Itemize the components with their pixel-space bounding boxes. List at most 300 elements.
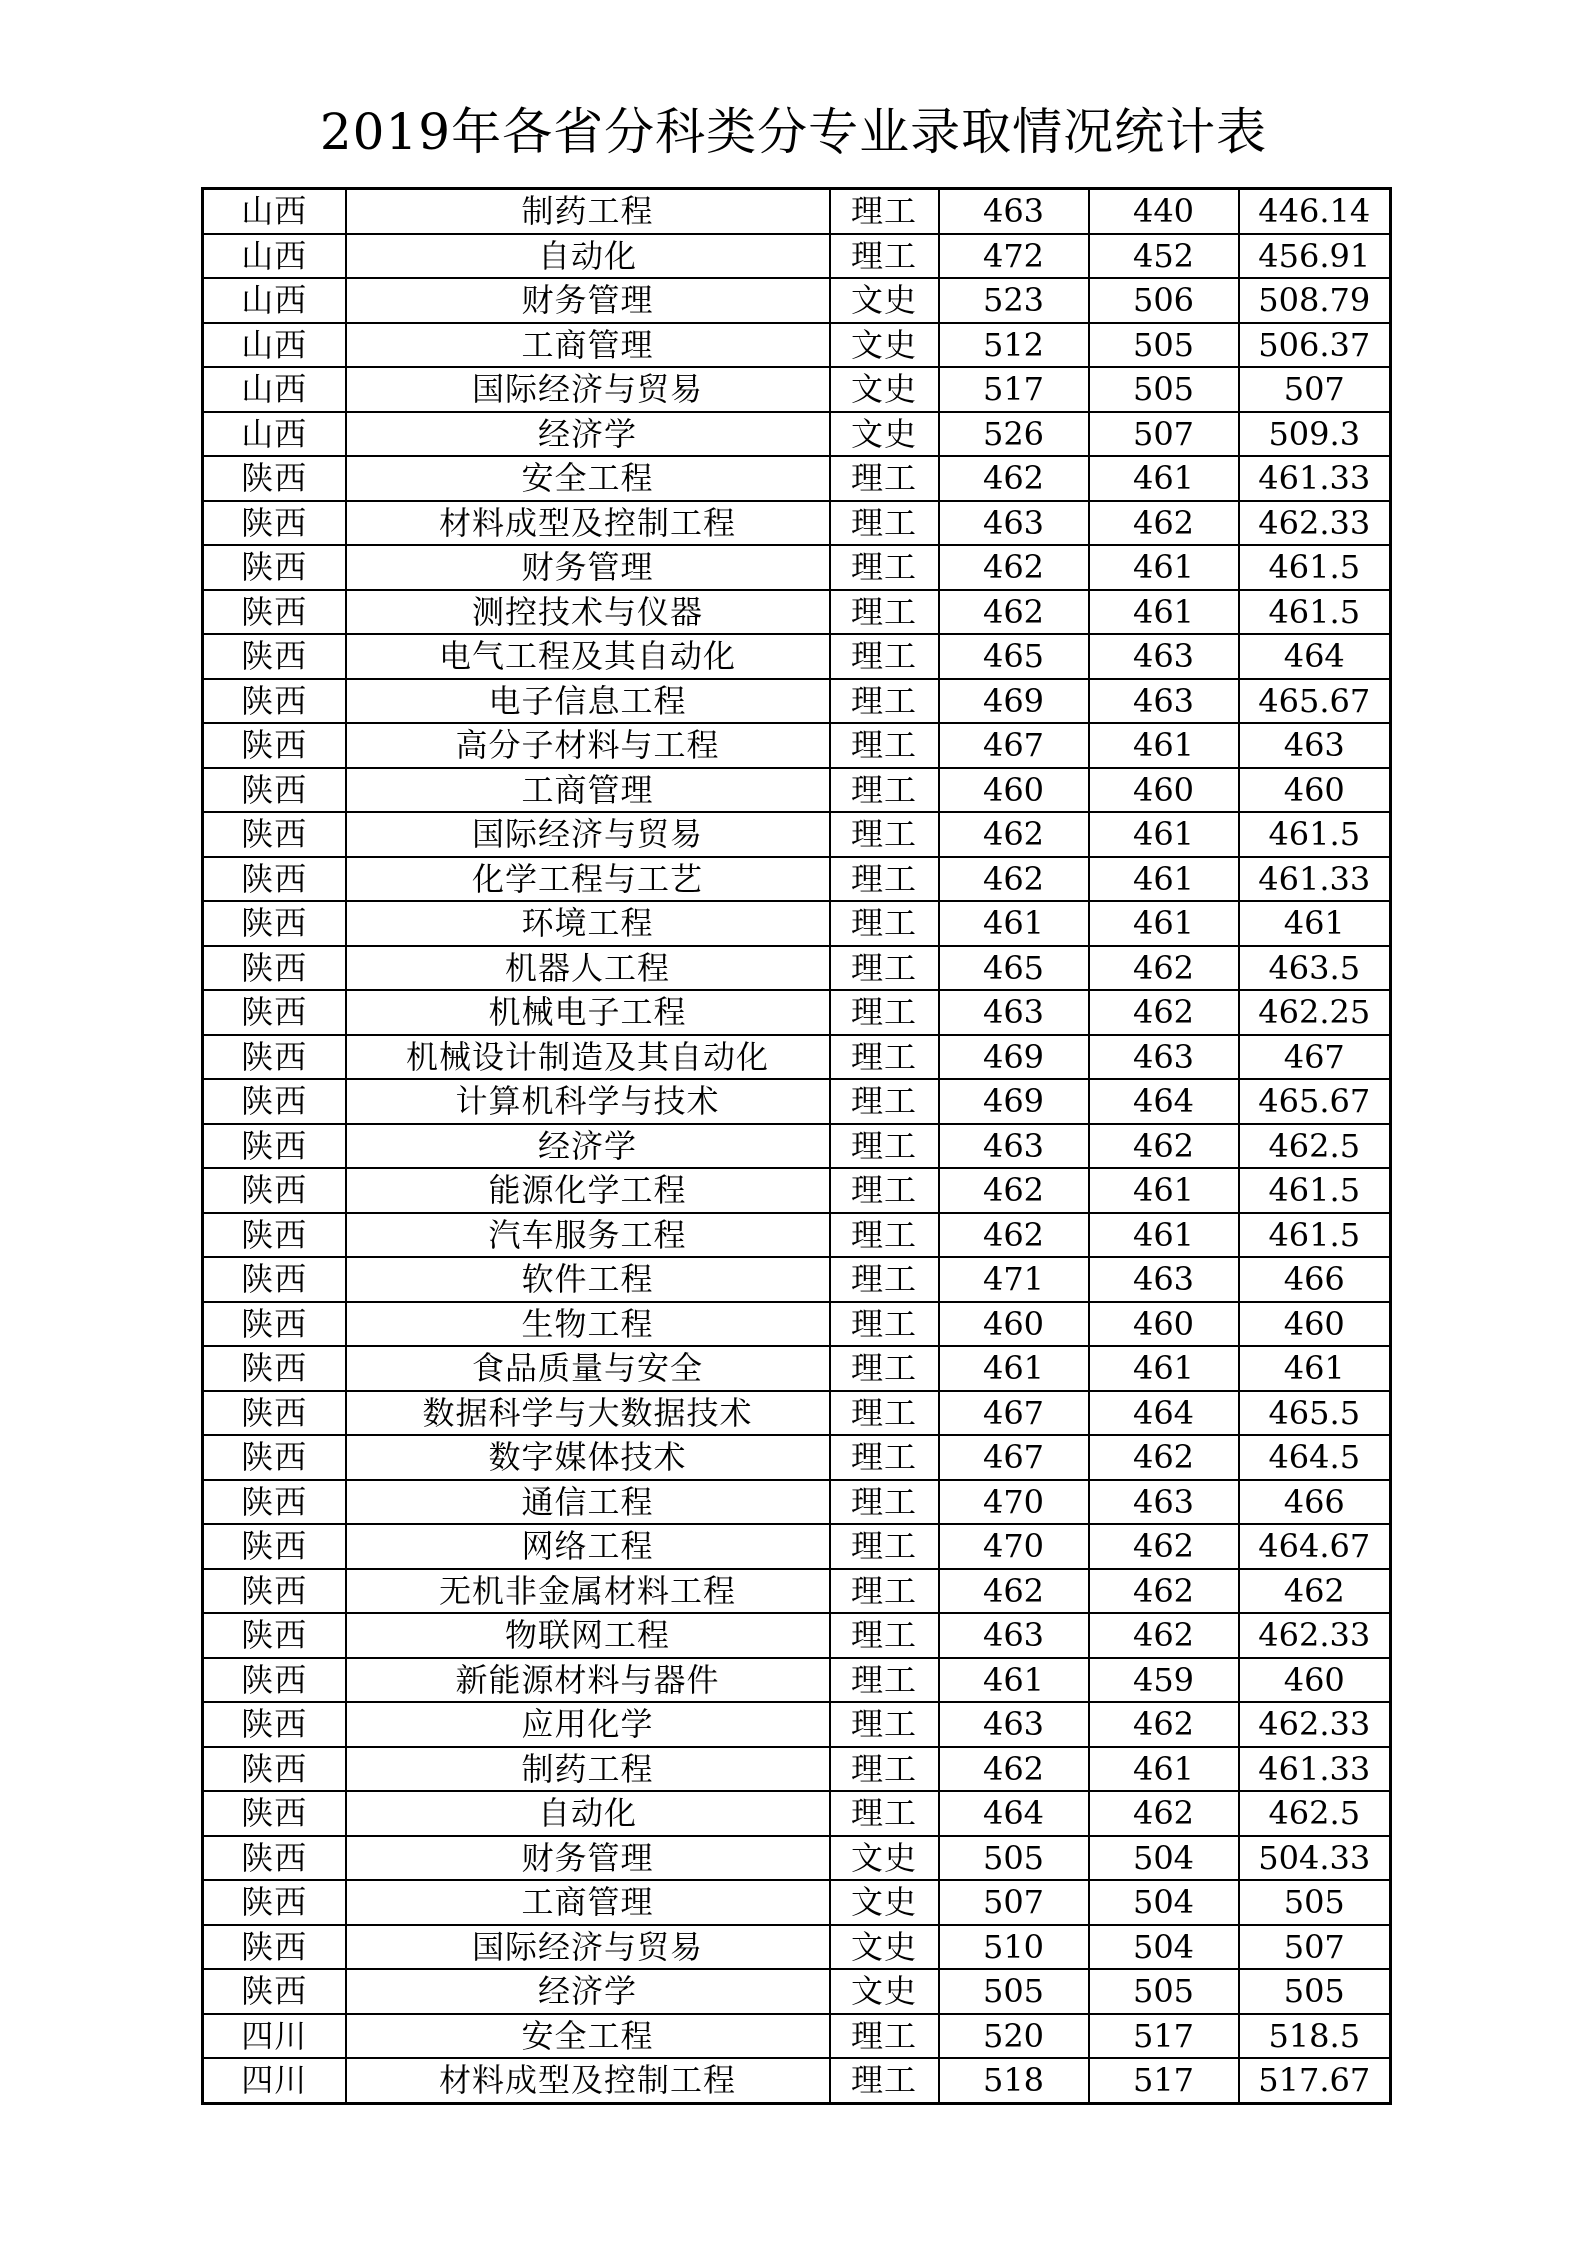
category-cell: 理工 (830, 456, 939, 501)
min-score-cell: 462 (1089, 1435, 1239, 1480)
major-cell: 材料成型及控制工程 (346, 501, 830, 546)
province-cell: 陕西 (203, 1658, 346, 1703)
table-row (203, 990, 1391, 1035)
max-score-cell: 463 (939, 1124, 1089, 1169)
province-cell: 陕西 (203, 990, 346, 1035)
max-score-cell: 463 (939, 189, 1089, 234)
avg-score-cell: 462.5 (1239, 1791, 1391, 1836)
avg-score-cell: 461.33 (1239, 1747, 1391, 1792)
page-title: 2019年各省分科类分专业录取情况统计表 (319, 103, 1268, 161)
category-cell: 理工 (830, 590, 939, 635)
category-cell: 文史 (830, 278, 939, 323)
major-cell: 材料成型及控制工程 (346, 2058, 830, 2103)
table-row (203, 1213, 1391, 1258)
min-score-cell: 461 (1089, 857, 1239, 902)
major-cell: 通信工程 (346, 1480, 830, 1525)
table-row (203, 1613, 1391, 1658)
major-cell: 计算机科学与技术 (346, 1079, 830, 1124)
min-score-cell: 452 (1089, 234, 1239, 279)
category-cell: 理工 (830, 679, 939, 724)
category-cell: 文史 (830, 412, 939, 457)
table-row (203, 723, 1391, 768)
major-cell: 财务管理 (346, 545, 830, 590)
min-score-cell: 462 (1089, 501, 1239, 546)
max-score-cell: 470 (939, 1480, 1089, 1525)
max-score-cell: 462 (939, 1569, 1089, 1614)
category-cell: 理工 (830, 189, 939, 234)
major-cell: 数据科学与大数据技术 (346, 1391, 830, 1436)
min-score-cell: 504 (1089, 1925, 1239, 1970)
table-row (203, 456, 1391, 501)
major-cell: 机械电子工程 (346, 990, 830, 1035)
province-cell: 山西 (203, 189, 346, 234)
table-row (203, 323, 1391, 368)
table-row (203, 234, 1391, 279)
category-cell: 文史 (830, 367, 939, 412)
avg-score-cell: 505 (1239, 1880, 1391, 1925)
avg-score-cell: 460 (1239, 1302, 1391, 1347)
major-cell: 财务管理 (346, 278, 830, 323)
category-cell: 文史 (830, 1836, 939, 1881)
min-score-cell: 461 (1089, 1346, 1239, 1391)
major-cell: 经济学 (346, 412, 830, 457)
min-score-cell: 460 (1089, 768, 1239, 813)
min-score-cell: 464 (1089, 1391, 1239, 1436)
category-cell: 文史 (830, 1969, 939, 2014)
table-row (203, 946, 1391, 991)
max-score-cell: 472 (939, 234, 1089, 279)
max-score-cell: 467 (939, 1391, 1089, 1436)
min-score-cell: 461 (1089, 901, 1239, 946)
max-score-cell: 463 (939, 1702, 1089, 1747)
min-score-cell: 461 (1089, 456, 1239, 501)
province-cell: 山西 (203, 278, 346, 323)
province-cell: 陕西 (203, 1836, 346, 1881)
category-cell: 理工 (830, 545, 939, 590)
category-cell: 理工 (830, 1257, 939, 1302)
min-score-cell: 463 (1089, 1035, 1239, 1080)
avg-score-cell: 505 (1239, 1969, 1391, 2014)
max-score-cell: 505 (939, 1836, 1089, 1881)
province-cell: 陕西 (203, 768, 346, 813)
avg-score-cell: 465.67 (1239, 1079, 1391, 1124)
table-row (203, 590, 1391, 635)
avg-score-cell: 465.67 (1239, 679, 1391, 724)
province-cell: 陕西 (203, 634, 346, 679)
major-cell: 经济学 (346, 1124, 830, 1169)
avg-score-cell: 461.5 (1239, 812, 1391, 857)
table-row (203, 679, 1391, 724)
max-score-cell: 463 (939, 990, 1089, 1035)
min-score-cell: 463 (1089, 1257, 1239, 1302)
table-row (203, 1658, 1391, 1703)
category-cell: 理工 (830, 1524, 939, 1569)
major-cell: 工商管理 (346, 768, 830, 813)
major-cell: 生物工程 (346, 1302, 830, 1347)
table-row (203, 189, 1391, 234)
table-row (203, 1480, 1391, 1525)
max-score-cell: 464 (939, 1791, 1089, 1836)
avg-score-cell: 509.3 (1239, 412, 1391, 457)
avg-score-cell: 462.33 (1239, 501, 1391, 546)
category-cell: 理工 (830, 1747, 939, 1792)
max-score-cell: 467 (939, 723, 1089, 768)
max-score-cell: 463 (939, 501, 1089, 546)
min-score-cell: 461 (1089, 1747, 1239, 1792)
min-score-cell: 517 (1089, 2058, 1239, 2103)
max-score-cell: 517 (939, 367, 1089, 412)
category-cell: 理工 (830, 1613, 939, 1658)
max-score-cell: 518 (939, 2058, 1089, 2103)
province-cell: 山西 (203, 412, 346, 457)
avg-score-cell: 465.5 (1239, 1391, 1391, 1436)
major-cell: 机械设计制造及其自动化 (346, 1035, 830, 1080)
table-row (203, 2014, 1391, 2059)
max-score-cell: 469 (939, 1035, 1089, 1080)
province-cell: 陕西 (203, 1168, 346, 1213)
max-score-cell: 465 (939, 634, 1089, 679)
min-score-cell: 505 (1089, 323, 1239, 368)
province-cell: 陕西 (203, 1213, 346, 1258)
major-cell: 国际经济与贸易 (346, 812, 830, 857)
province-cell: 陕西 (203, 1079, 346, 1124)
category-cell: 理工 (830, 2058, 939, 2103)
category-cell: 理工 (830, 1791, 939, 1836)
avg-score-cell: 461.33 (1239, 857, 1391, 902)
avg-score-cell: 504.33 (1239, 1836, 1391, 1881)
avg-score-cell: 463.5 (1239, 946, 1391, 991)
province-cell: 陕西 (203, 679, 346, 724)
avg-score-cell: 460 (1239, 1658, 1391, 1703)
avg-score-cell: 464.5 (1239, 1435, 1391, 1480)
avg-score-cell: 507 (1239, 367, 1391, 412)
category-cell: 理工 (830, 1213, 939, 1258)
max-score-cell: 462 (939, 857, 1089, 902)
avg-score-cell: 462.33 (1239, 1702, 1391, 1747)
max-score-cell: 520 (939, 2014, 1089, 2059)
province-cell: 陕西 (203, 1613, 346, 1658)
province-cell: 四川 (203, 2058, 346, 2103)
min-score-cell: 462 (1089, 1569, 1239, 1614)
table-row (203, 545, 1391, 590)
min-score-cell: 517 (1089, 2014, 1239, 2059)
min-score-cell: 504 (1089, 1880, 1239, 1925)
table-row (203, 901, 1391, 946)
major-cell: 经济学 (346, 1969, 830, 2014)
category-cell: 理工 (830, 857, 939, 902)
min-score-cell: 463 (1089, 679, 1239, 724)
category-cell: 理工 (830, 901, 939, 946)
min-score-cell: 462 (1089, 1613, 1239, 1658)
max-score-cell: 462 (939, 456, 1089, 501)
category-cell: 理工 (830, 1035, 939, 1080)
province-cell: 陕西 (203, 1302, 346, 1347)
province-cell: 陕西 (203, 545, 346, 590)
province-cell: 陕西 (203, 1702, 346, 1747)
max-score-cell: 460 (939, 768, 1089, 813)
table-row (203, 1524, 1391, 1569)
major-cell: 工商管理 (346, 1880, 830, 1925)
table-row (203, 768, 1391, 813)
avg-score-cell: 456.91 (1239, 234, 1391, 279)
max-score-cell: 512 (939, 323, 1089, 368)
max-score-cell: 461 (939, 1346, 1089, 1391)
province-cell: 陕西 (203, 1524, 346, 1569)
category-cell: 文史 (830, 1925, 939, 1970)
avg-score-cell: 507 (1239, 1925, 1391, 1970)
province-cell: 四川 (203, 2014, 346, 2059)
major-cell: 国际经济与贸易 (346, 1925, 830, 1970)
category-cell: 理工 (830, 1480, 939, 1525)
min-score-cell: 463 (1089, 634, 1239, 679)
province-cell: 山西 (203, 234, 346, 279)
min-score-cell: 504 (1089, 1836, 1239, 1881)
min-score-cell: 461 (1089, 545, 1239, 590)
min-score-cell: 462 (1089, 1524, 1239, 1569)
avg-score-cell: 461 (1239, 901, 1391, 946)
major-cell: 环境工程 (346, 901, 830, 946)
min-score-cell: 507 (1089, 412, 1239, 457)
major-cell: 安全工程 (346, 456, 830, 501)
major-cell: 能源化学工程 (346, 1168, 830, 1213)
table-row (203, 1791, 1391, 1836)
avg-score-cell: 461 (1239, 1346, 1391, 1391)
major-cell: 测控技术与仪器 (346, 590, 830, 635)
min-score-cell: 461 (1089, 590, 1239, 635)
province-cell: 陕西 (203, 1791, 346, 1836)
major-cell: 制药工程 (346, 189, 830, 234)
max-score-cell: 463 (939, 1613, 1089, 1658)
table-row (203, 412, 1391, 457)
min-score-cell: 505 (1089, 367, 1239, 412)
table-row (203, 1035, 1391, 1080)
max-score-cell: 465 (939, 946, 1089, 991)
min-score-cell: 459 (1089, 1658, 1239, 1703)
table-row (203, 1836, 1391, 1881)
min-score-cell: 440 (1089, 189, 1239, 234)
table-row (203, 857, 1391, 902)
min-score-cell: 463 (1089, 1480, 1239, 1525)
category-cell: 理工 (830, 1168, 939, 1213)
table-row (203, 1747, 1391, 1792)
major-cell: 食品质量与安全 (346, 1346, 830, 1391)
avg-score-cell: 462.25 (1239, 990, 1391, 1035)
province-cell: 陕西 (203, 946, 346, 991)
max-score-cell: 460 (939, 1302, 1089, 1347)
category-cell: 理工 (830, 1569, 939, 1614)
province-cell: 陕西 (203, 1480, 346, 1525)
max-score-cell: 505 (939, 1969, 1089, 2014)
province-cell: 山西 (203, 323, 346, 368)
table-row (203, 2058, 1391, 2103)
table-body (203, 189, 1391, 2104)
avg-score-cell: 466 (1239, 1257, 1391, 1302)
avg-score-cell: 462.5 (1239, 1124, 1391, 1169)
avg-score-cell: 518.5 (1239, 2014, 1391, 2059)
province-cell: 陕西 (203, 1969, 346, 2014)
category-cell: 理工 (830, 634, 939, 679)
min-score-cell: 462 (1089, 1124, 1239, 1169)
major-cell: 财务管理 (346, 1836, 830, 1881)
table-row (203, 634, 1391, 679)
avg-score-cell: 464 (1239, 634, 1391, 679)
table-row (203, 1435, 1391, 1480)
min-score-cell: 505 (1089, 1969, 1239, 2014)
table-row (203, 1880, 1391, 1925)
table-row (203, 1079, 1391, 1124)
avg-score-cell: 462.33 (1239, 1613, 1391, 1658)
category-cell: 文史 (830, 323, 939, 368)
max-score-cell: 461 (939, 901, 1089, 946)
admission-score-table (201, 187, 1392, 2105)
min-score-cell: 506 (1089, 278, 1239, 323)
major-cell: 软件工程 (346, 1257, 830, 1302)
max-score-cell: 510 (939, 1925, 1089, 1970)
max-score-cell: 469 (939, 1079, 1089, 1124)
min-score-cell: 461 (1089, 723, 1239, 768)
category-cell: 理工 (830, 1391, 939, 1436)
table-row (203, 1569, 1391, 1614)
avg-score-cell: 446.14 (1239, 189, 1391, 234)
avg-score-cell: 466 (1239, 1480, 1391, 1525)
max-score-cell: 462 (939, 812, 1089, 857)
category-cell: 理工 (830, 1658, 939, 1703)
major-cell: 自动化 (346, 234, 830, 279)
category-cell: 理工 (830, 1124, 939, 1169)
category-cell: 理工 (830, 1079, 939, 1124)
category-cell: 理工 (830, 946, 939, 991)
table-row (203, 501, 1391, 546)
avg-score-cell: 463 (1239, 723, 1391, 768)
min-score-cell: 462 (1089, 946, 1239, 991)
province-cell: 陕西 (203, 1435, 346, 1480)
category-cell: 理工 (830, 1346, 939, 1391)
min-score-cell: 464 (1089, 1079, 1239, 1124)
category-cell: 文史 (830, 1880, 939, 1925)
max-score-cell: 462 (939, 545, 1089, 590)
avg-score-cell: 460 (1239, 768, 1391, 813)
major-cell: 电子信息工程 (346, 679, 830, 724)
avg-score-cell: 461.33 (1239, 456, 1391, 501)
major-cell: 制药工程 (346, 1747, 830, 1792)
table-row (203, 1168, 1391, 1213)
min-score-cell: 462 (1089, 1791, 1239, 1836)
table-row (203, 1702, 1391, 1747)
table-row (203, 1257, 1391, 1302)
min-score-cell: 461 (1089, 812, 1239, 857)
max-score-cell: 470 (939, 1524, 1089, 1569)
category-cell: 理工 (830, 1302, 939, 1347)
province-cell: 陕西 (203, 1391, 346, 1436)
major-cell: 安全工程 (346, 2014, 830, 2059)
major-cell: 数字媒体技术 (346, 1435, 830, 1480)
province-cell: 陕西 (203, 901, 346, 946)
province-cell: 陕西 (203, 812, 346, 857)
major-cell: 机器人工程 (346, 946, 830, 991)
category-cell: 理工 (830, 723, 939, 768)
category-cell: 理工 (830, 768, 939, 813)
table-row (203, 1925, 1391, 1970)
major-cell: 新能源材料与器件 (346, 1658, 830, 1703)
max-score-cell: 469 (939, 679, 1089, 724)
table-row (203, 1124, 1391, 1169)
min-score-cell: 462 (1089, 1702, 1239, 1747)
province-cell: 陕西 (203, 1124, 346, 1169)
province-cell: 陕西 (203, 1880, 346, 1925)
major-cell: 电气工程及其自动化 (346, 634, 830, 679)
province-cell: 陕西 (203, 723, 346, 768)
major-cell: 汽车服务工程 (346, 1213, 830, 1258)
major-cell: 高分子材料与工程 (346, 723, 830, 768)
province-cell: 陕西 (203, 857, 346, 902)
max-score-cell: 461 (939, 1658, 1089, 1703)
category-cell: 理工 (830, 990, 939, 1035)
province-cell: 陕西 (203, 590, 346, 635)
min-score-cell: 461 (1089, 1213, 1239, 1258)
major-cell: 无机非金属材料工程 (346, 1569, 830, 1614)
avg-score-cell: 517.67 (1239, 2058, 1391, 2103)
avg-score-cell: 506.37 (1239, 323, 1391, 368)
table-row (203, 1302, 1391, 1347)
province-cell: 陕西 (203, 501, 346, 546)
max-score-cell: 471 (939, 1257, 1089, 1302)
category-cell: 理工 (830, 234, 939, 279)
table-row (203, 1346, 1391, 1391)
major-cell: 应用化学 (346, 1702, 830, 1747)
major-cell: 自动化 (346, 1791, 830, 1836)
table-row (203, 1969, 1391, 2014)
max-score-cell: 507 (939, 1880, 1089, 1925)
province-cell: 陕西 (203, 1569, 346, 1614)
avg-score-cell: 462 (1239, 1569, 1391, 1614)
avg-score-cell: 508.79 (1239, 278, 1391, 323)
table-row (203, 367, 1391, 412)
avg-score-cell: 467 (1239, 1035, 1391, 1080)
province-cell: 陕西 (203, 1925, 346, 1970)
max-score-cell: 462 (939, 1213, 1089, 1258)
major-cell: 物联网工程 (346, 1613, 830, 1658)
major-cell: 化学工程与工艺 (346, 857, 830, 902)
avg-score-cell: 461.5 (1239, 1213, 1391, 1258)
min-score-cell: 460 (1089, 1302, 1239, 1347)
province-cell: 陕西 (203, 1257, 346, 1302)
province-cell: 陕西 (203, 1747, 346, 1792)
province-cell: 陕西 (203, 1346, 346, 1391)
min-score-cell: 462 (1089, 990, 1239, 1035)
table-row (203, 278, 1391, 323)
max-score-cell: 467 (939, 1435, 1089, 1480)
province-cell: 陕西 (203, 456, 346, 501)
major-cell: 国际经济与贸易 (346, 367, 830, 412)
max-score-cell: 462 (939, 1168, 1089, 1213)
category-cell: 理工 (830, 2014, 939, 2059)
max-score-cell: 462 (939, 1747, 1089, 1792)
major-cell: 工商管理 (346, 323, 830, 368)
province-cell: 山西 (203, 367, 346, 412)
category-cell: 理工 (830, 1435, 939, 1480)
table-row (203, 1391, 1391, 1436)
category-cell: 理工 (830, 1702, 939, 1747)
avg-score-cell: 461.5 (1239, 1168, 1391, 1213)
category-cell: 理工 (830, 501, 939, 546)
max-score-cell: 523 (939, 278, 1089, 323)
avg-score-cell: 461.5 (1239, 590, 1391, 635)
major-cell: 网络工程 (346, 1524, 830, 1569)
table-row (203, 812, 1391, 857)
category-cell: 理工 (830, 812, 939, 857)
max-score-cell: 462 (939, 590, 1089, 635)
avg-score-cell: 461.5 (1239, 545, 1391, 590)
